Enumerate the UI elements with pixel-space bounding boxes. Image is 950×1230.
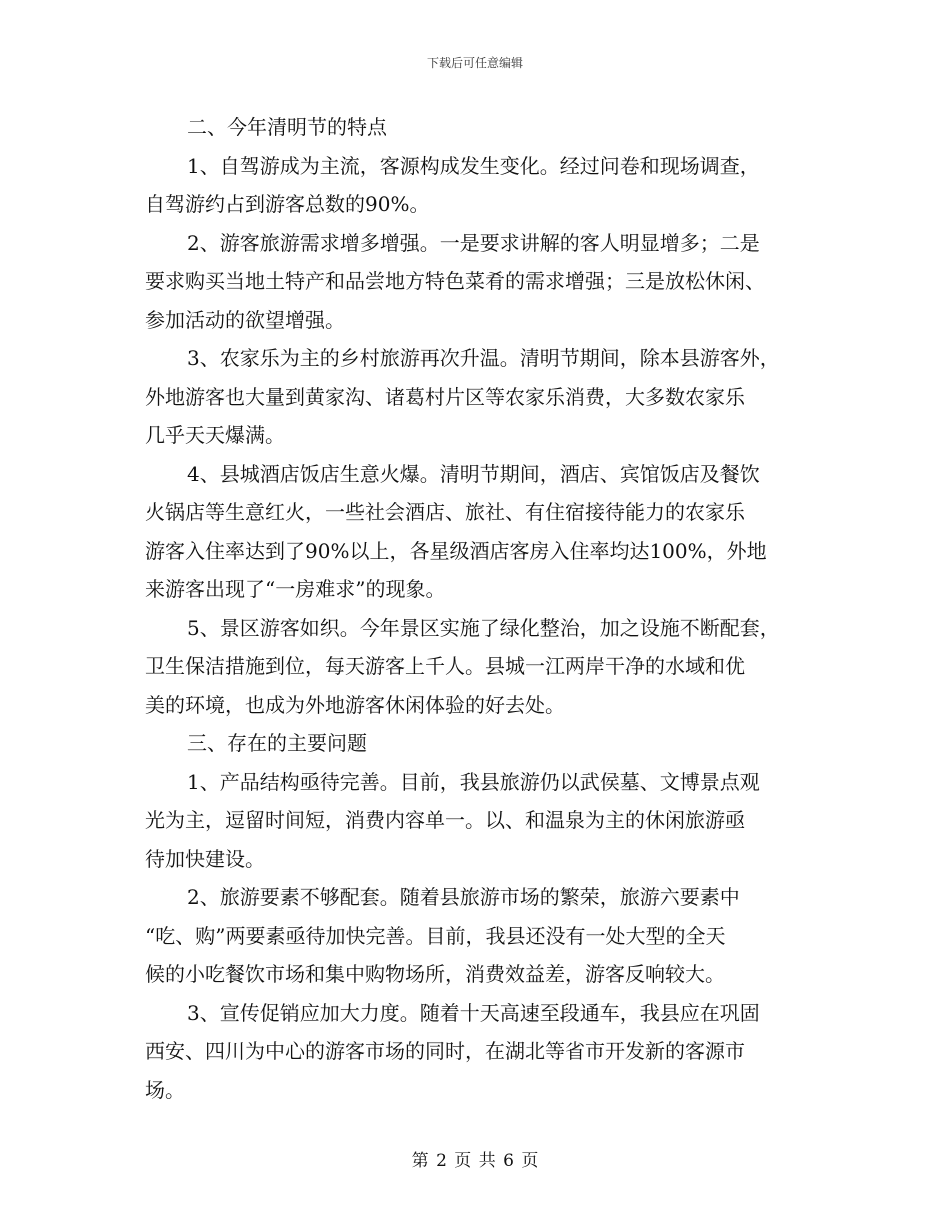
text-line: 场。 (145, 1077, 185, 1102)
text-line: 1、产品结构亟待完善。目前，我县旅游仍以武侯墓、文博景点观 (187, 769, 760, 794)
text-line: “吃、购”两要素亟待加快完善。目前，我县还没有一处大型的全天 (145, 923, 726, 948)
page-footer: 第 2 页 共 6 页 (411, 1151, 539, 1171)
text-line: 要求购买当地土特产和品尝地方特色菜肴的需求增强；三是放松休闲、 (145, 269, 765, 293)
text-line: 3、农家乐为主的乡村旅游再次升温。清明节期间，除本县游客外， (187, 346, 780, 370)
text-line: 4、县城酒店饭店生意火爆。清明节期间，酒店、宾馆饭店及餐饮 (187, 461, 760, 486)
text-line: 火锅店等生意红火，一些社会酒店、旅社、有住宿接待能力的农家乐 (145, 500, 745, 524)
text-line: 候的小吃餐饮市场和集中购物场所，消费效益差，游客反响较大。 (145, 962, 725, 986)
text-line: 光为主，逗留时间短，消费内容单一。以、和温泉为主的休闲旅游亟 (145, 808, 745, 832)
text-line: 2、旅游要素不够配套。随着县旅游市场的繁荣，旅游六要素中 (187, 885, 740, 909)
text-line: 美的环境，也成为外地游客休闲体验的好去处。 (145, 692, 565, 717)
text-line: 5、景区游客如织。今年景区实施了绿化整治，加之设施不断配套， (187, 615, 780, 640)
text-line: 几乎天天爆满。 (145, 423, 285, 447)
text-line: 三、存在的主要问题 (187, 731, 367, 755)
document-body (145, 108, 813, 1109)
text-line: 游客入住率达到了90%以上，各星级酒店客房入住率均达100%，外地 (145, 538, 767, 563)
text-line: 外地游客也大量到黄家沟、诸葛村片区等农家乐消费，大多数农家乐 (145, 384, 745, 409)
text-line: 西安、四川为中心的游客市场的同时，在湖北等省市开发新的客源市 (145, 1039, 745, 1063)
text-line: 二、今年清明节的特点 (187, 115, 387, 139)
page-header: 下载后可任意编辑 (426, 56, 523, 70)
text-line: 待加快建设。 (145, 846, 265, 871)
text-line: 2、游客旅游需求增多增强。一是要求讲解的客人明显增多；二是 (187, 230, 760, 255)
text-line: 来游客出现了“一房难求”的现象。 (145, 577, 446, 601)
text-line: 自驾游约占到游客总数的90%。 (145, 192, 430, 216)
text-line: 3、宣传促销应加大力度。随着十天高速至段通车，我县应在巩固 (187, 1000, 760, 1025)
text-line: 卫生保洁措施到位，每天游客上千人。县城一江两岸干净的水域和优 (145, 654, 745, 678)
text-line: 参加活动的欲望增强。 (145, 307, 345, 332)
text-line: 1、自驾游成为主流，客源构成发生变化。经过问卷和现场调查， (187, 153, 760, 178)
